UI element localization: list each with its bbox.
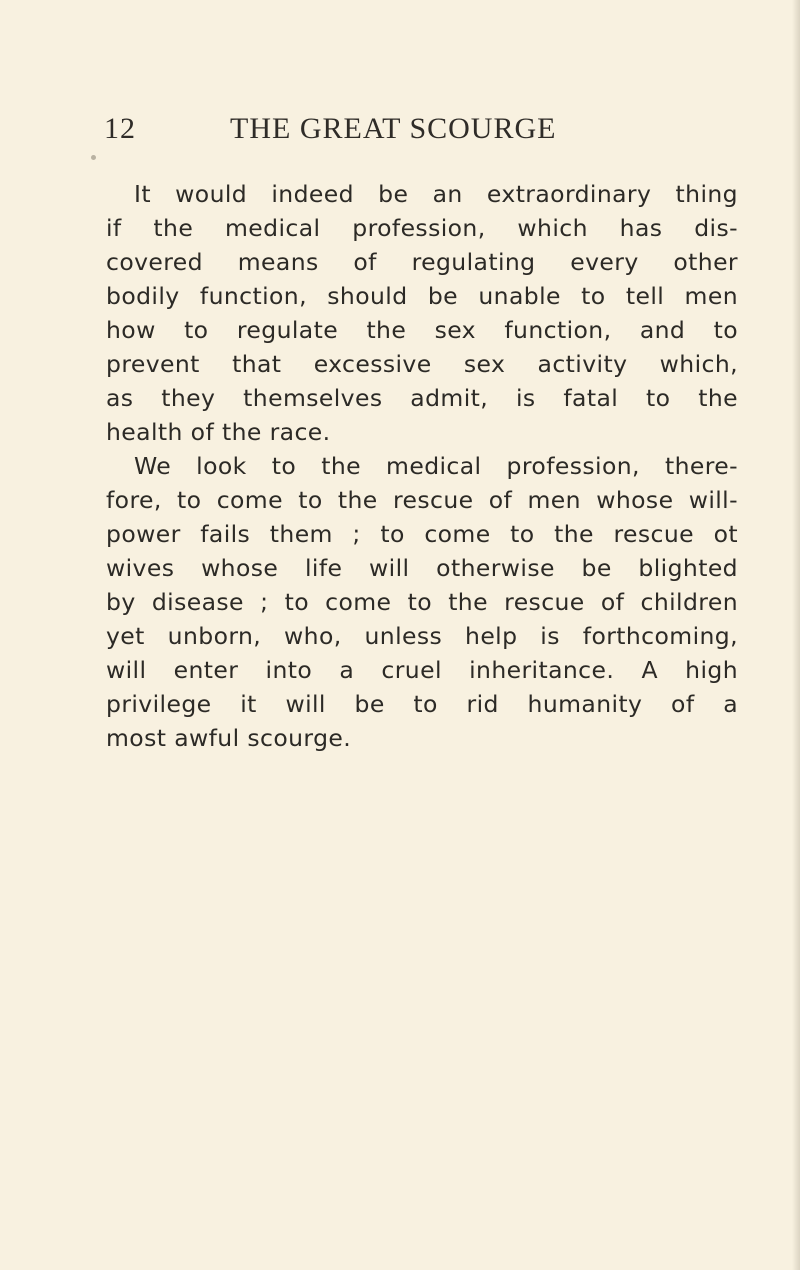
running-title: THE GREAT SCOURGE — [230, 112, 557, 145]
paragraph-1 — [106, 177, 738, 449]
text-line: We look to the medical profession, there- — [134, 452, 738, 480]
page-edge-shadow — [792, 0, 800, 1270]
text-line: power fails them ; to come to the rescue ot — [106, 520, 738, 548]
text-line: privilege it will be to rid humanity of a — [106, 690, 738, 718]
text-line: covered means of regulating every other — [106, 248, 738, 276]
text-line: It would indeed be an extraordinary thing — [134, 180, 738, 208]
text-line: will enter into a cruel inheritance. A high — [106, 656, 738, 684]
running-head — [104, 112, 664, 152]
text-line: by disease ; to come to the rescue of children — [106, 588, 738, 616]
body-text — [106, 177, 738, 755]
text-line: most awful scourge. — [106, 724, 352, 752]
text-line: if the medical profession, which has dis- — [106, 214, 738, 242]
page-number: 12 — [104, 112, 136, 145]
text-line: yet unborn, who, unless help is forthcoming, — [106, 622, 738, 650]
text-line: prevent that excessive sex activity which, — [106, 350, 738, 378]
text-line: bodily function, should be unable to tell men — [106, 282, 738, 310]
paragraph-2 — [106, 449, 738, 755]
text-line: fore, to come to the rescue of men whose will- — [106, 486, 738, 514]
text-line: health of the race. — [106, 418, 331, 446]
paper-speck — [91, 155, 96, 160]
text-line: wives whose life will otherwise be blighted — [106, 554, 738, 582]
text-line: how to regulate the sex function, and to — [106, 316, 738, 344]
text-line: as they themselves admit, is fatal to the — [106, 384, 738, 412]
